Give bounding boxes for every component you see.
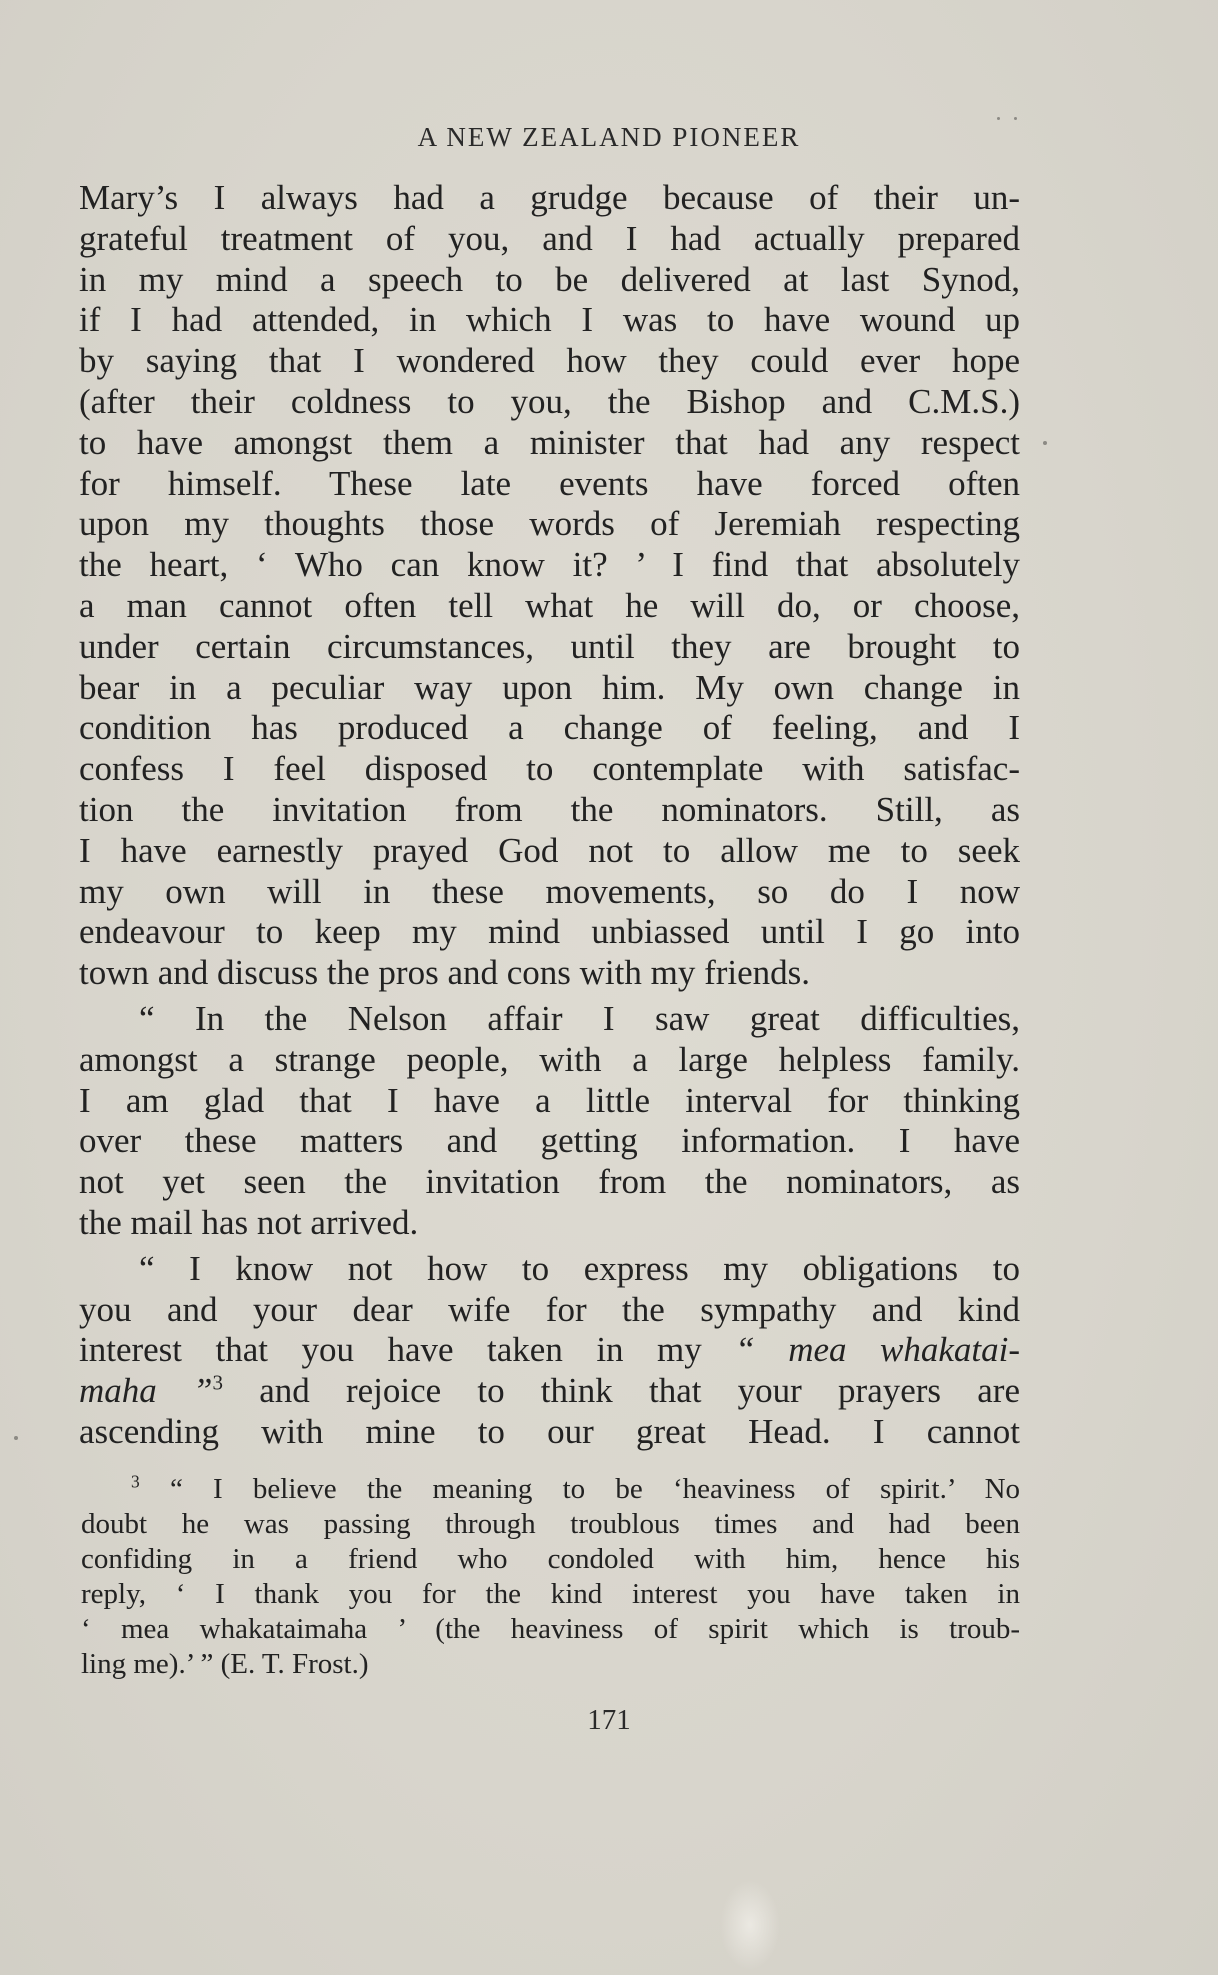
text-line: I am glad that I have a little interval for thinking xyxy=(79,1080,1020,1120)
text-line: bear in a peculiar way upon him. My own change in xyxy=(79,667,1020,707)
paragraph xyxy=(79,999,1020,1244)
footnote xyxy=(81,1472,1020,1682)
text-line: you and your dear wife for the sympathy and kind xyxy=(79,1289,1020,1329)
maori-phrase: maha ” xyxy=(79,1371,213,1411)
footnote-line xyxy=(81,1472,1020,1507)
running-head: A NEW ZEALAND PIONEER xyxy=(417,122,801,152)
text-line: town and discuss the pros and cons with my friends. xyxy=(79,953,811,993)
paragraph xyxy=(79,1249,1020,1453)
text-line: “ In the Nelson affair I saw great difficulties, xyxy=(139,998,1020,1038)
footnote-text: “ I believe the meaning to be ‘heaviness of spirit.’ No xyxy=(169,1473,1021,1505)
text-line: under certain circumstances, until they are brought to xyxy=(79,626,1020,666)
footnote-line: confiding in a friend who condoled with him, hence his xyxy=(81,1543,1020,1575)
text-line: if I had attended, in which I was to have wound up xyxy=(79,300,1020,340)
text-line: for himself. These late events have forced often xyxy=(79,463,1020,503)
text-line: the mail has not arrived. xyxy=(79,1202,419,1242)
text-run: interest that you have taken in my xyxy=(79,1330,736,1370)
text-line: the heart, ‘ Who can know it? ’ I find that absolutely xyxy=(79,545,1020,585)
text-line: over these matters and getting information. I have xyxy=(79,1121,1020,1161)
text-line xyxy=(79,1330,1020,1371)
paper-scuff xyxy=(720,1880,780,1970)
text-line: “ I know not how to express my obligations to xyxy=(139,1248,1020,1288)
text-line: a man cannot often tell what he will do, or choose, xyxy=(79,585,1020,625)
text-line: upon my thoughts those words of Jeremiah respecting xyxy=(79,504,1020,544)
text-line: (after their coldness to you, the Bishop and C.M.S.) xyxy=(79,381,1020,421)
footnote-line: doubt he was passing through troublous times and had been xyxy=(81,1508,1020,1540)
text-run: and rejoice to think that your prayers are xyxy=(222,1371,1020,1411)
maori-phrase: “ mea whakatai- xyxy=(735,1330,1021,1370)
text-line: tion the invitation from the nominators. Still, as xyxy=(79,789,1020,829)
body-text xyxy=(79,178,1020,1453)
footnote-marker: 3 xyxy=(131,1471,140,1492)
text-line: not yet seen the invitation from the nominators, as xyxy=(79,1162,1020,1202)
page-number: 171 xyxy=(587,1704,631,1736)
footnote-reference[interactable]: 3 xyxy=(212,1370,223,1395)
footnote-line: ling me).’ ” (E. T. Frost.) xyxy=(81,1648,369,1680)
text-line: I have earnestly prayed God not to allow me to seek xyxy=(79,830,1020,870)
paper-speck xyxy=(14,1436,18,1440)
text-line: condition has produced a change of feeling, and I xyxy=(79,708,1020,748)
text-line: by saying that I wondered how they could ever hope xyxy=(79,341,1020,381)
text-line: amongst a strange people, with a large helpless family. xyxy=(79,1039,1020,1079)
text-line: grateful treatment of you, and I had actually prepared xyxy=(79,218,1020,258)
text-line: to have amongst them a minister that had any respect xyxy=(79,422,1020,462)
paper-speck xyxy=(997,117,1000,120)
footnote-line: ‘ mea whakataimaha ’ (the heaviness of spirit which is troub- xyxy=(81,1613,1020,1645)
paper-speck xyxy=(1014,117,1017,120)
text-line: in my mind a speech to be delivered at last Synod, xyxy=(79,259,1020,299)
paragraph xyxy=(79,178,1020,994)
footnote-line: reply, ‘ I thank you for the kind interest you have taken in xyxy=(81,1578,1020,1610)
text-line: my own will in these movements, so do I now xyxy=(79,871,1020,911)
text-line: endeavour to keep my mind unbiassed until I go into xyxy=(79,912,1020,952)
text-line: ascending with mine to our great Head. I cannot xyxy=(79,1411,1020,1451)
text-line xyxy=(79,1371,1020,1412)
text-line: Mary’s I always had a grudge because of their un- xyxy=(79,178,1020,217)
text-line: confess I feel disposed to contemplate with satisfac- xyxy=(79,749,1020,789)
paper-speck xyxy=(1043,441,1047,445)
